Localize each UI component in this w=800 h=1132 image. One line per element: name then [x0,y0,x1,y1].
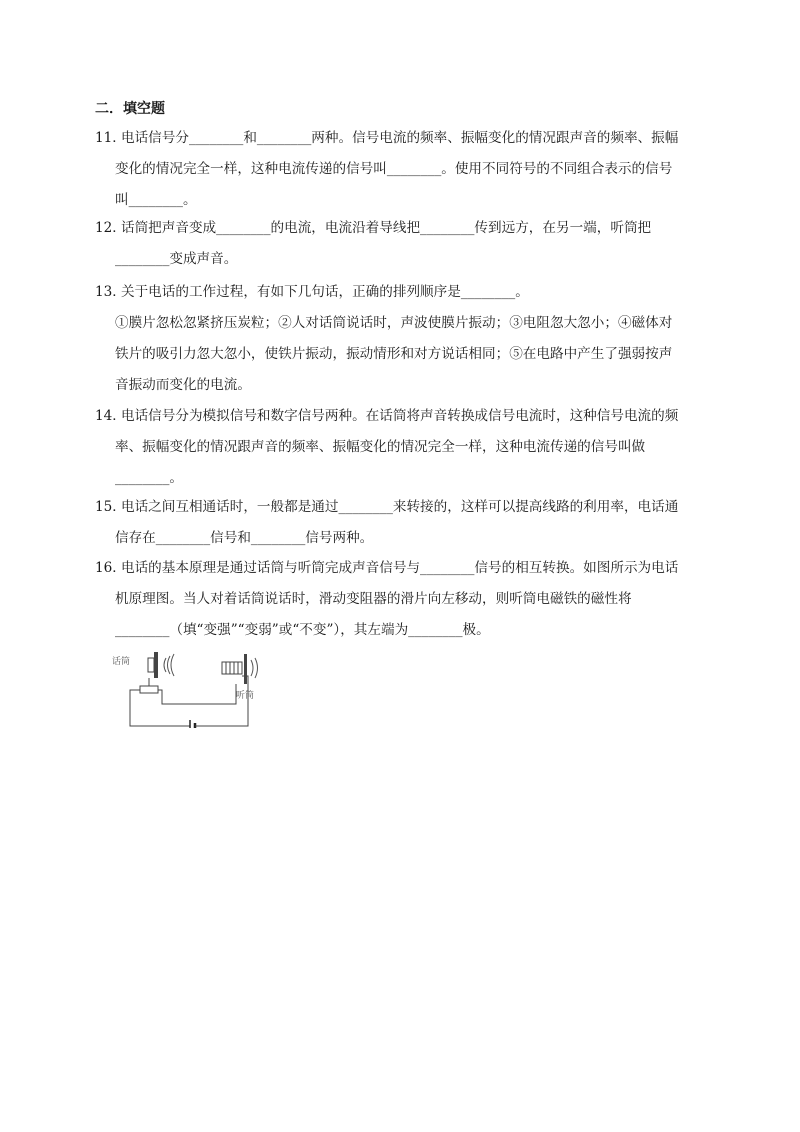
receiver-label: 听筒 [236,691,255,701]
mic-label: 话筒 [112,657,131,667]
question-12 [95,213,715,275]
question-line: 变化的情况完全一样，这种电流传递的信号叫________。使用不同符号的不同组合表示的信号 [115,161,673,177]
question-number: 12． [95,220,126,236]
mic-diaphragm [154,652,158,678]
question-line: 话筒把声音变成________的电流，电流沿着导线把________传到远方，在另一端，听筒把 [121,220,652,236]
section-title: 二．填空题 [95,101,165,117]
question-16 [95,553,715,646]
question-line: 电话信号分为模拟信号和数字信号两种。在话筒将声音转换成信号电流时，这种信号电流的频 [121,408,679,424]
electromagnet-coil [222,662,242,674]
sound-wave-icon [255,658,258,678]
mic-carbon-box [148,658,154,672]
question-13 [95,277,715,401]
question-line: 关于电话的工作过程，有如下几句话，正确的排列顺序是________。 [121,284,529,300]
question-15 [95,492,715,554]
question-number: 11． [95,130,126,146]
question-line: 电话的基本原理是通过话筒与听筒完成声音信号与________信号的相互转换。如图所示为电话 [121,560,679,576]
question-line: ①膜片忽松忽紧挤压炭粒；②人对话筒说话时，声波使膜片振动；③电阻忽大忽小；④磁体对 [115,315,673,331]
question-line: ________（填“变强”“变弱”或“不变”），其左端为________极。 [115,622,490,638]
question-line: 叫________。 [115,192,197,208]
sound-wave-icon [251,660,253,676]
sound-wave-icon [164,658,166,672]
question-line: 率、振幅变化的情况跟声音的频率、振幅变化的情况完全一样，这种电流传递的信号叫做 [115,439,646,455]
question-14 [95,401,715,494]
question-number: 16． [95,560,126,576]
circuit-wire [195,676,248,726]
circuit-wire [130,690,190,726]
question-number: 14． [95,408,126,424]
circuit-wire [158,684,236,704]
question-number: 15． [95,499,126,515]
question-line: 电话信号分________和________两种。信号电流的频率、振幅变化的情况跟声音的频率、振幅 [121,130,679,146]
sound-wave-icon [168,656,171,674]
question-line: 信存在________信号和________信号两种。 [115,530,374,546]
sound-wave-icon [171,654,174,676]
question-line: ________。 [115,470,183,486]
receiver-iron-plate [244,654,247,684]
question-line: ________变成声音。 [115,251,238,267]
question-number: 13． [95,284,126,300]
question-line: 铁片的吸引力忽大忽小，使铁片振动，振动情形和对方说话相同；⑤在电路中产生了强弱按声 [115,346,673,362]
rheostat [140,686,158,693]
question-line: 电话之间互相通话时，一般都是通过________来转接的，这样可以提高线路的利用率，电话通 [121,499,679,515]
question-11 [95,123,715,216]
question-line: 音振动而变化的电流。 [115,377,251,393]
question-line: 机原理图。当人对着话筒说话时，滑动变阻器的滑片向左移动，则听筒电磁铁的磁性将 [115,591,632,607]
telephone-circuit-diagram [110,648,260,728]
